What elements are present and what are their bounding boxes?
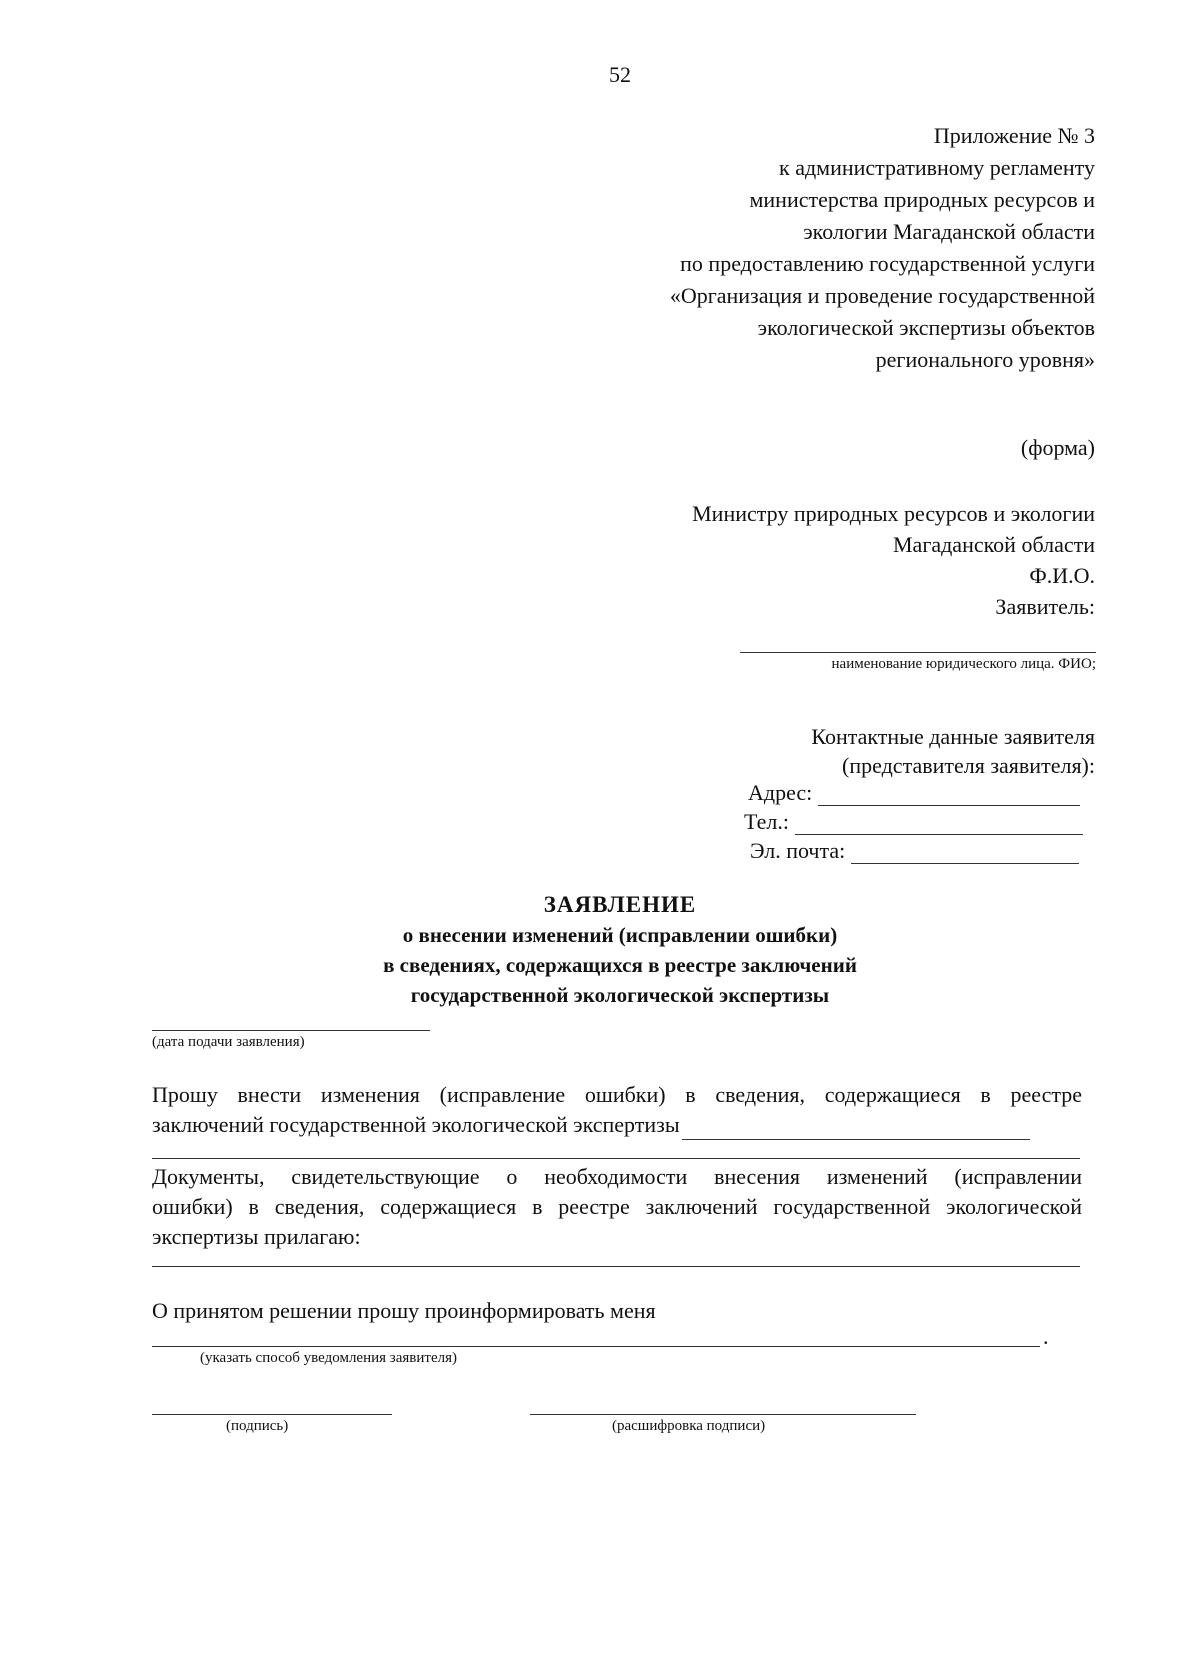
addressee-line: Магаданской области [893,532,1095,557]
appendix-line: министерства природных ресурсов и [749,187,1095,212]
request-paragraph [152,1080,1082,1140]
application-subtitle: в сведениях, содержащихся в реестре заключений [383,953,857,977]
phone-field[interactable] [795,812,1083,835]
signature-decoding-field[interactable] [530,1414,916,1415]
notify-method-caption: (указать способ уведомления заявителя) [200,1350,457,1366]
appendix-header [670,120,1095,376]
appendix-line: по предоставлению государственной услуги [680,251,1095,276]
documents-paragraph [152,1162,1082,1252]
application-heading [0,890,1200,1010]
contacts-title-line: (представителя заявителя): [842,753,1095,778]
contacts-title [811,722,1095,780]
documents-line: экспертизы прилагаю: [152,1224,361,1249]
signature-decoding-caption: (расшифровка подписи) [612,1418,766,1434]
addressee-block [692,498,1095,622]
documents-line: ошибки) в сведения, содержащиеся в реестре заключений государственной экологической [152,1194,1082,1219]
application-subtitle: о внесении изменений (исправлении ошибки) [402,923,838,947]
notify-end-mark: . [1043,1324,1049,1349]
applicant-name-caption: наименование юридического лица. ФИО; [831,656,1096,672]
appendix-line: экологии Магаданской области [803,219,1095,244]
request-line-text: заключений государственной экологической экспертизы [152,1112,680,1137]
page-number: 52 [609,62,631,87]
notify-text: О принятом решении прошу проинформировать меня [152,1298,656,1323]
appendix-line: «Организация и проведение государственной [669,283,1095,308]
email-field[interactable] [851,841,1079,864]
appendix-line: экологической экспертизы объектов [757,315,1095,340]
signature-field[interactable] [152,1414,392,1415]
date-field[interactable] [152,1030,430,1031]
request-line: Прошу внести изменения (исправление ошибки) в сведения, содержащиеся в реестре [152,1082,1082,1107]
addressee-line: Министру природных ресурсов и экологии [692,501,1095,526]
addressee-line: Ф.И.О. [1029,563,1095,588]
request-line [152,1110,1082,1140]
email-label: Эл. почта: [750,838,846,863]
appendix-line: Приложение № 3 [933,123,1095,148]
application-subtitle: государственной экологической экспертизы [410,983,830,1007]
applicant-name-field[interactable] [740,652,1096,653]
addressee-line: Заявитель: [995,594,1095,619]
date-caption: (дата подачи заявления) [152,1034,305,1050]
registry-entry-field-continued[interactable] [152,1158,1080,1159]
address-row [748,780,1080,806]
appendix-line: к административному регламенту [779,155,1095,180]
registry-entry-field[interactable] [682,1117,1030,1140]
signature-caption: (подпись) [226,1418,289,1434]
phone-label: Тел.: [744,809,789,834]
attached-documents-field[interactable] [152,1266,1080,1267]
address-label: Адрес: [748,780,813,805]
phone-row [744,809,1083,835]
application-title: ЗАЯВЛЕНИЕ [543,892,697,917]
documents-line: Документы, свидетельствующие о необходимости внесения изменений (исправлении [152,1164,1082,1189]
address-field[interactable] [818,783,1080,806]
contacts-title-line: Контактные данные заявителя [811,724,1095,749]
appendix-line: регионального уровня» [875,347,1095,372]
email-row [750,838,1079,864]
form-label: (форма) [1020,435,1095,460]
notify-method-field[interactable] [152,1346,1040,1347]
